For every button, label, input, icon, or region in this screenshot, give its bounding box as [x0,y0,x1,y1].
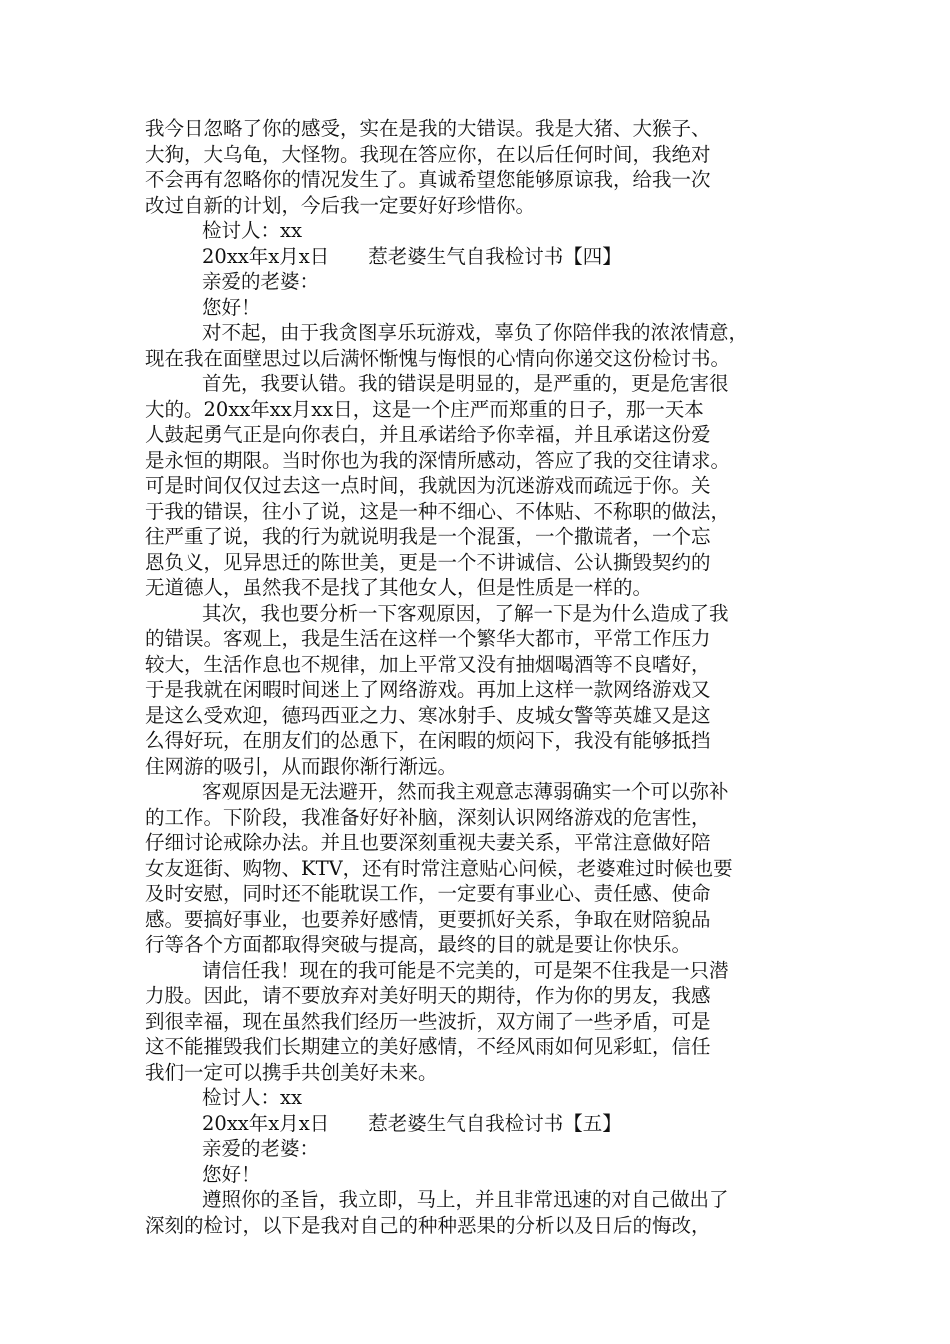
text-line: 我今日忽略了你的感受，实在是我的大错误。我是大猪、大猴子、 [145,117,711,140]
text-line: 改过自新的计划，今后我一定要好好珍惜你。 [145,193,536,217]
text-line: 人鼓起勇气正是向你表白，并且承诺给予你幸福，并且承诺这份爱 [145,423,711,446]
text-line: 住网游的吸引，从而跟你渐行渐远。 [145,754,458,778]
text-line: 不会再有忽略你的情况发生了。真诚希望您能够原谅我，给我一次 [145,168,711,191]
text-line: 往严重了说，我的行为就说明我是一个混蛋，一个撒谎者，一个忘 [145,525,711,548]
text-line: 请信任我！现在的我可能是不完美的，可是架不住我是一只潜 [202,958,729,982]
text-line: 客观原因是无法避开，然而我主观意志薄弱确实一个可以弥补 [202,780,729,803]
text-line: 的工作。下阶段，我准备好好补脑，深刻认识网络游戏的危害性， [145,805,711,829]
text-line: 我们一定可以携手共创美好未来。 [145,1060,438,1084]
text-line: 及时安慰，同时还不能耽误工作，一定要有事业心、责任感、使命 [145,882,711,905]
text-line: 于我的错误，往小了说，这是一种不细心、不体贴、不称职的做法， [145,499,731,523]
text-line: 于是我就在闲暇时间迷上了网络游戏。再加上这样一款网络游戏又 [145,678,711,701]
document-page [145,116,825,1238]
text-line: 这不能摧毁我们长期建立的美好感情，不经风雨如何见彩虹，信任 [145,1035,711,1058]
text-line: 亲爱的老婆： [202,1137,320,1160]
text-line: 对不起，由于我贪图享乐玩游戏，辜负了你陪伴我的浓浓情意， [202,321,749,344]
text-line: 深刻的检讨，以下是我对自己的种种恶果的分析以及日后的悔改， [145,1213,711,1237]
text-line: 其次，我也要分析一下客观原因，了解一下是为什么造成了我 [202,601,729,625]
text-line: 力股。因此，请不要放弃对美好明天的期待，作为你的男友，我感 [145,984,711,1007]
text-line: 是这么受欢迎，德玛西亚之力、寒冰射手、皮城女警等英雄又是这 [145,703,711,727]
text-line: 检讨人：xx [202,219,302,242]
text-line: 20xx年x月x日 惹老婆生气自我检讨书【五】 [202,1111,622,1135]
text-line: 女友逛街、购物、KTV，还有时常注意贴心问候，老婆难过时候也要 [145,856,733,880]
text-line: 感。要搞好事业，也要养好感情，更要抓好关系，争取在财陪貌品 [145,907,711,931]
text-line: 么得好玩，在朋友们的怂恿下，在闲暇的烦闷下，我没有能够抵挡 [145,729,711,752]
text-line: 检讨人：xx [202,1086,302,1109]
text-line: 仔细讨论戒除办法。并且也要深刻重视夫妻关系，平常注意做好陪 [145,831,711,854]
text-line: 大的。20xx年xx月xx日，这是一个庄严而郑重的日子，那一天本 [145,397,704,421]
text-line: 恩负义，见异思迁的陈世美，更是一个不讲诚信、公认撕毁契约的 [145,550,711,574]
text-line: 到很幸福，现在虽然我们经历一些波折，双方闹了一些矛盾，可是 [145,1009,711,1033]
text-line: 较大，生活作息也不规律，加上平常又没有抽烟喝酒等不良嗜好， [145,652,711,676]
text-line: 可是时间仅仅过去这一点时间，我就因为沉迷游戏而疏远于你。关 [145,474,711,497]
text-line: 您好！ [202,295,261,319]
text-line: 您好！ [202,1162,261,1186]
text-line: 的错误。客观上，我是生活在这样一个繁华大都市，平常工作压力 [145,627,711,650]
text-line: 是永恒的期限。当时你也为我的深情所感动，答应了我的交往请求。 [145,448,731,472]
text-line: 亲爱的老婆： [202,270,320,293]
text-line: 20xx年x月x日 惹老婆生气自我检讨书【四】 [202,244,622,268]
text-line: 行等各个方面都取得突破与提高，最终的目的就是要让你快乐。 [145,933,692,956]
text-line: 首先，我要认错。我的错误是明显的，是严重的，更是危害很 [202,372,729,395]
text-line: 现在我在面壁思过以后满怀惭愧与悔恨的心情向你递交这份检讨书。 [145,346,731,370]
text-line: 遵照你的圣旨，我立即，马上，并且非常迅速的对自己做出了 [202,1188,729,1211]
text-line: 大狗，大乌龟，大怪物。我现在答应你，在以后任何时间，我绝对 [145,142,711,166]
text-line: 无道德人，虽然我不是找了其他女人，但是性质是一样的。 [145,576,653,599]
